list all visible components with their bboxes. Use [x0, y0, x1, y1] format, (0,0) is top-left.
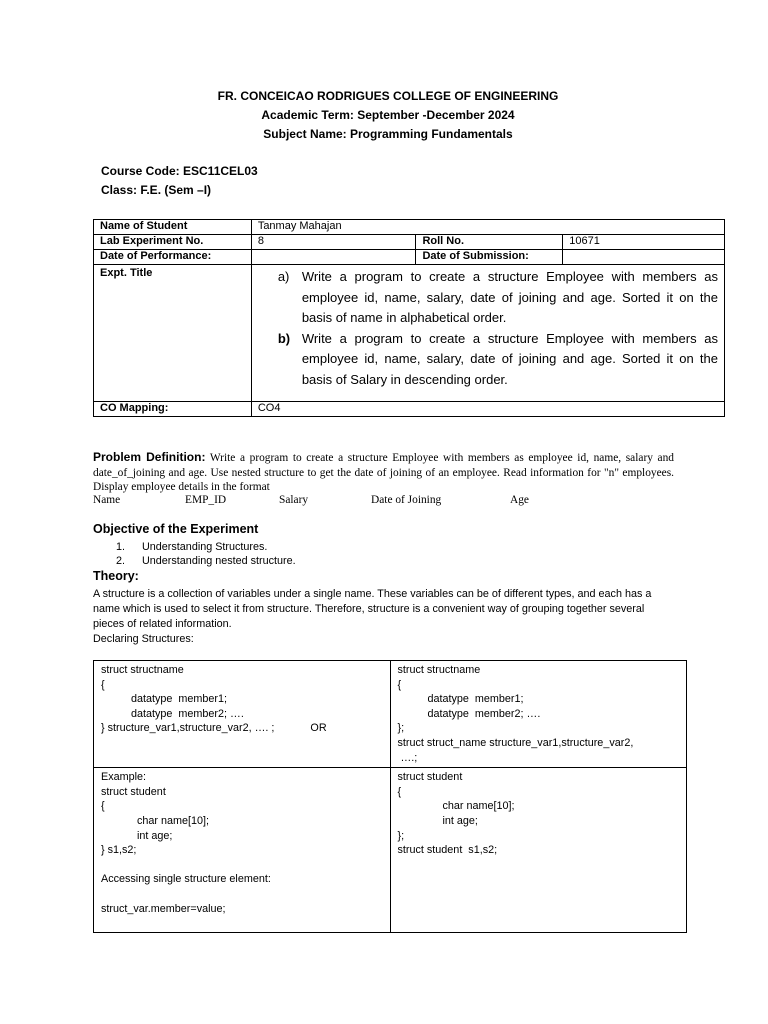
theory-paragraph: A structure is a collection of variables under a single name. These variables can be of different types, and each has a name which is used to select it from structure. Therefore, structure is a convenient way of grouping together several pieces of related information.: [93, 588, 652, 630]
date-of-performance-label: Date of Performance:: [94, 250, 252, 265]
date-of-submission-label: Date of Submission:: [416, 250, 563, 265]
declaring-structures-label: Declaring Structures:: [93, 633, 194, 645]
document-header: [0, 87, 768, 144]
college-name: FR. CONCEICAO RODRIGUES COLLEGE OF ENGINEERING: [217, 89, 559, 103]
problem-definition: [93, 450, 674, 495]
roll-no-value: 10671: [563, 235, 725, 250]
class-info: Class: F.E. (Sem –I): [101, 183, 212, 197]
syntax-cell-example-2: struct student { char name[10]; int age; }; struct student s1,s2;: [390, 768, 687, 933]
date-of-submission-value: [563, 250, 725, 265]
student-name-label: Name of Student: [94, 220, 252, 235]
task-list: [252, 265, 724, 392]
co-mapping-label: CO Mapping:: [94, 402, 252, 417]
syntax-cell-declaration-1: struct structname { datatype member1; datatype member2; …. } structure_var1,structure_var2, …. ; OR: [94, 661, 391, 768]
format-col-salary: Salary: [279, 494, 309, 506]
academic-term: Academic Term: September -December 2024: [261, 108, 515, 122]
experiment-info-table: [93, 219, 725, 417]
task-text: Write a program to create a structure Employee with members as employee id, name, salary, date of joining and age. Sorted it on the basis of name in alphabetical order.: [301, 269, 718, 325]
format-col-name: Name: [93, 494, 121, 506]
task-item: [278, 267, 718, 329]
list-item: 2. Understanding nested structure.: [116, 555, 296, 567]
format-col-age: Age: [510, 494, 529, 506]
expt-title-label: Expt. Title: [94, 265, 252, 402]
task-item: [278, 329, 718, 391]
problem-definition-heading: Problem Definition:: [93, 450, 206, 464]
format-col-date-of-joining: Date of Joining: [371, 494, 442, 506]
subject-name: Subject Name: Programming Fundamentals: [263, 127, 513, 141]
task-tag: b): [277, 330, 291, 346]
roll-no-label: Roll No.: [416, 235, 563, 250]
theory-heading: Theory:: [93, 569, 139, 583]
theory-body: [93, 587, 678, 647]
date-of-performance-value: [251, 250, 416, 265]
lab-experiment-label: Lab Experiment No.: [94, 235, 252, 250]
student-name-value: Tanmay Mahajan: [251, 220, 724, 235]
task-tag: a): [277, 269, 290, 284]
task-text: Write a program to create a structure Employee with members as employee id, name, salary, date of joining and age. Sorted it on the basis of Salary in descending order.: [301, 330, 718, 387]
objective-heading: Objective of the Experiment: [93, 522, 259, 536]
list-item: 1. Understanding Structures.: [116, 541, 268, 553]
problem-definition-text: Write a program to create a structure Employee with members as employee id, name, salary and date_of_joining and age. Use nested structure to get the date of joining of an employee. Read information for "n" employees. Display employee details in the format: [93, 452, 674, 493]
lab-experiment-value: 8: [251, 235, 416, 250]
structure-syntax-table: [93, 660, 687, 933]
co-mapping-value: CO4: [251, 402, 724, 417]
format-col-emp-id: EMP_ID: [185, 494, 227, 506]
course-info: [101, 162, 258, 200]
objective-list: [116, 540, 296, 568]
syntax-cell-example-1: Example: struct student { char name[10]; int age; } s1,s2; Accessing single structure element: struct_var.member=value;: [94, 768, 391, 933]
syntax-cell-declaration-2: struct structname { datatype member1; datatype member2; …. }; struct struct_name structure_var1,structure_var2, ….;: [390, 661, 687, 768]
course-code: Course Code: ESC11CEL03: [101, 164, 258, 178]
expt-title-value: [251, 265, 724, 402]
